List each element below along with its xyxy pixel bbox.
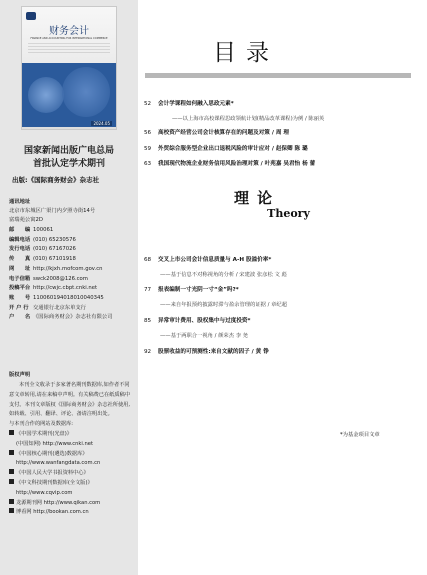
section-title: 理论 (234, 189, 281, 207)
toc-entry[interactable] (144, 316, 250, 324)
address-line: 北京市东城区广渠门内夕照寺街14号 (9, 208, 96, 214)
toc-entry-title: 报表编制一寸光阴一寸“金”吗?* (158, 287, 239, 293)
contact-row (9, 226, 53, 235)
database-url[interactable]: http://www.wanfangdata.com.cn (16, 460, 101, 467)
toc-entry-title: 股票收益的可预测性:来自文献的因子 / 黄 铮 (158, 349, 269, 355)
toc-entry[interactable] (144, 255, 271, 263)
database-item: 《中国核心期刊(遴选)数据库》 (9, 450, 133, 460)
toc-page-number: 52 (144, 101, 152, 107)
contact-label: 网 址 (9, 265, 31, 272)
bullet-square-icon (9, 469, 14, 474)
toc-page-number: 68 (144, 257, 152, 263)
toc-page-number: 59 (144, 146, 152, 152)
copyright-text: 本刊全文收录于多家著名期刊数据库,如作者不同意文章转用,请在来稿中声明。有关稿费已在纸质稿中支付。本刊文章版权《国际商务财会》杂志社所使用,如转载、引用、翻译、评论、备请注明出处。 (9, 382, 130, 418)
contact-value[interactable]: http://cwjc.cbpt.cnki.net (33, 285, 98, 292)
toc-entry-byline: ——基于两职合一视角 / 颜荣杰 李 尧 (160, 333, 248, 339)
toc-entry-title: 交叉上市公司会计信息质量与 A-H 股溢价率* (158, 257, 272, 263)
copyright-notice (9, 381, 133, 518)
contact-row (9, 245, 76, 254)
bullet-square-icon (9, 508, 14, 513)
contact-row (9, 255, 76, 264)
globe-graphic (28, 77, 64, 113)
honor-line: 首批认定学术期刊 (32, 159, 105, 169)
footnote: *为基金项目文章 (340, 432, 380, 438)
toc-entry-title: 会计学课程如何融入思政元素* (158, 101, 234, 107)
toc-page-number: 56 (144, 130, 152, 136)
honor-line: 国家新闻出版广电总局 (23, 146, 114, 156)
cover-title: 财务会计 (49, 26, 89, 37)
contact-row (9, 236, 76, 245)
bullet-square-icon (9, 430, 14, 435)
toc-entry[interactable] (144, 99, 234, 107)
contact-row (9, 304, 86, 313)
contact-value: (010) 67101918 (33, 256, 76, 263)
publisher-line: 出版:《国际商务财会》杂志社 (12, 176, 100, 184)
toc-entry-byline: ——以上海市高校课程思政领航计划(精品改革课程)为例 / 陈丽英 (172, 116, 325, 122)
contact-label: 发行电话 (9, 246, 31, 253)
toc-entry-byline: ——来自年报预约披露时滞与盈余管理的证据 / 章纪超 (160, 302, 287, 308)
toc-entry[interactable] (144, 144, 308, 152)
title-divider (145, 73, 411, 78)
address-line: 富瑞苑公寓2D (9, 217, 43, 223)
contact-label: 编辑电话 (9, 236, 31, 243)
cover-text-lines (28, 43, 110, 53)
toc-page-number: 63 (144, 161, 152, 167)
contact-value[interactable]: http://kjxh.mofcom.gov.cn (33, 265, 103, 272)
globe-graphic (62, 67, 110, 117)
bullet-square-icon (9, 479, 14, 484)
copyright-heading: 版权声明 (9, 372, 31, 378)
toc-entry-title: 异常审计费用、股权集中与过度投资* (158, 318, 251, 324)
contact-label: 邮 编 (9, 227, 31, 233)
contact-label: 投稿平台 (9, 285, 31, 292)
contact-row (9, 313, 112, 322)
contact-label: 户 名 (9, 314, 31, 321)
toc-page-number: 85 (144, 318, 152, 324)
contact-label: 开 户 行 (9, 304, 29, 311)
contact-row (9, 284, 97, 293)
contact-value[interactable]: swck2008@126.com (33, 275, 88, 282)
toc-entry[interactable] (144, 128, 289, 136)
contact-label: 电子信箱 (9, 275, 31, 282)
contact-label: 账 号 (9, 294, 31, 301)
database-intro: 与本刊合作的网站及数据库: (9, 421, 73, 428)
contact-value: (010) 65230576 (33, 236, 76, 243)
contact-label: 传 真 (9, 256, 31, 263)
contact-row (9, 265, 102, 274)
database-item: 《中国人民大学书报资料中心》 (9, 469, 133, 479)
database-item: 《中国学术期刊(光盘)》 (9, 430, 133, 440)
toc-entry-title: 外贸综合服务型企业出口退税风险的审计应对 / 赵保卿 陈 璐 (158, 146, 308, 152)
contact-value: (010) 67167026 (33, 246, 76, 253)
database-item: 博看网 http://bookan.com.cn (9, 508, 133, 518)
cover-issue-number: 2024.05 (93, 121, 110, 126)
bullet-square-icon (9, 450, 14, 455)
database-item: 《中文科技期刊数据库(全文版)》 (9, 479, 133, 489)
page-title: 目录 (213, 40, 279, 66)
toc-page-number: 77 (144, 287, 152, 293)
contact-value: 100061 (33, 227, 54, 233)
address-heading: 通讯地址 (9, 199, 31, 205)
toc-entry[interactable] (144, 347, 269, 355)
contact-row (9, 294, 104, 303)
toc-entry-title: 我国现代物流企业财务信用风险治理对策 / 叶苑嘉 吴君怡 杨 蕾 (158, 161, 316, 167)
toc-entry-byline: ——基于信息不对称视角的分析 / 宋建波 张彦松 文 彪 (160, 272, 287, 278)
database-url[interactable]: (中国知网) http://www.cnki.net (16, 440, 93, 447)
contact-value: 110060194018010040345 (33, 294, 104, 301)
contact-row (9, 275, 88, 284)
journal-cover-image (21, 6, 117, 130)
database-url[interactable]: http://www.cqvip.com (16, 489, 73, 496)
journal-logo-icon (26, 12, 36, 20)
toc-entry-title: 高校资产经营公司会计核算存在的问题及对策 / 周 理 (158, 130, 289, 136)
bullet-square-icon (9, 499, 14, 504)
toc-page-number: 92 (144, 349, 152, 355)
database-item: 龙源期刊网 http://www.qikan.com (9, 499, 133, 509)
toc-entry[interactable] (144, 159, 315, 167)
section-title-english: Theory (267, 207, 310, 220)
contact-value: 《国际商务财会》杂志社有限公司 (33, 314, 113, 321)
cover-graphic-band (22, 63, 116, 127)
toc-entry[interactable] (144, 285, 239, 293)
cover-subtitle: FINANCE AND ACCOUNTING FOR INTERNATIONAL COMMERCE (30, 37, 108, 40)
contact-value: 交通银行北京东单支行 (33, 304, 86, 311)
